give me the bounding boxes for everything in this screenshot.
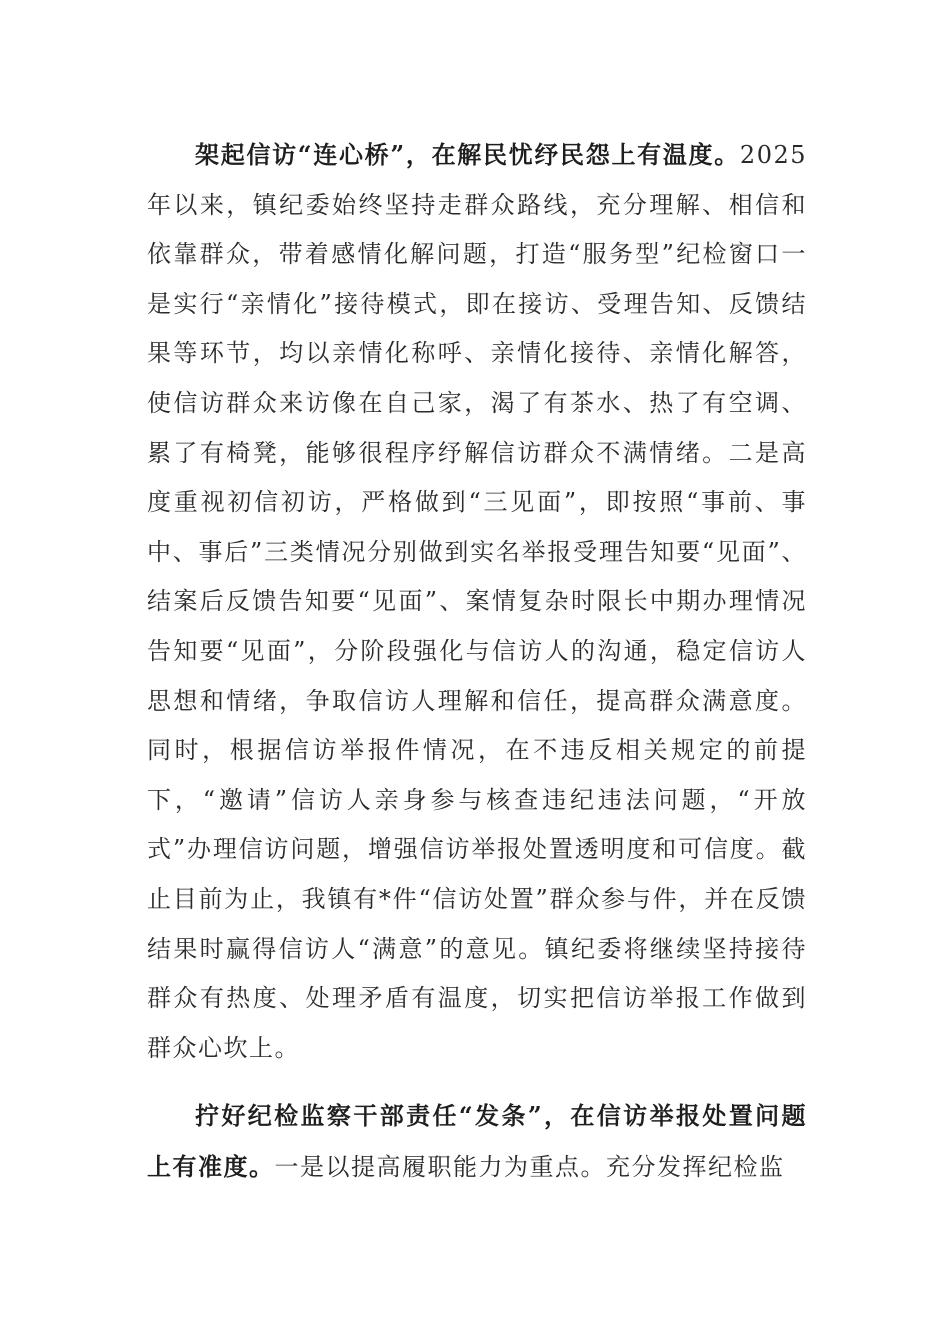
document-body [147,130,807,1192]
paragraph-1 [147,130,807,1073]
paragraph-2-heading: 拧好纪检监察干部责任“发条”，在信访举报处置问题上有准度。 [147,1101,807,1181]
paragraph-2 [147,1091,807,1192]
paragraph-1-text: 2025年以来，镇纪委始终坚持走群众路线，充分理解、相信和依靠群众，带着感情化解问题，打造“服务型”纪检窗口一是实行“亲情化”接待模式，即在接访、受理告知、反馈结果等环节，均以亲情化称呼、亲情化接待、亲情化解答，使信访群众来访像在自己家，渴了有茶水、热了有空调、累了有椅凳，能够很程序纾解信访群众不满情绪。二是高度重视初信初访，严格做到“三见面”，即按照“事前、事中、事后”三类情况分别做到实名举报受理告知要“见面”、结案后反馈告知要“见面”、案情复杂时限长中期办理情况告知要“见面”，分阶段强化与信访人的沟通，稳定信访人思想和情绪，争取信访人理解和信任，提高群众满意度。同时，根据信访举报件情况，在不违反相关规定的前提下，“邀请”信访人亲身参与核查违纪违法问题，“开放式”办理信访问题，增强信访举报处置透明度和可信度。截止目前为止，我镇有*件“信访处置”群众参与件，并在反馈结果时赢得信访人“满意”的意见。镇纪委将继续坚持接待群众有热度、处理矛盾有温度，切实把信访举报工作做到群众心坎上。 [147,141,807,1062]
paragraph-1-heading: 架起信访“连心桥”，在解民忧纾民怨上有温度。 [195,140,740,169]
paragraph-2-text: 一是以提高履职能力为重点。充分发挥纪检监 [274,1152,785,1181]
